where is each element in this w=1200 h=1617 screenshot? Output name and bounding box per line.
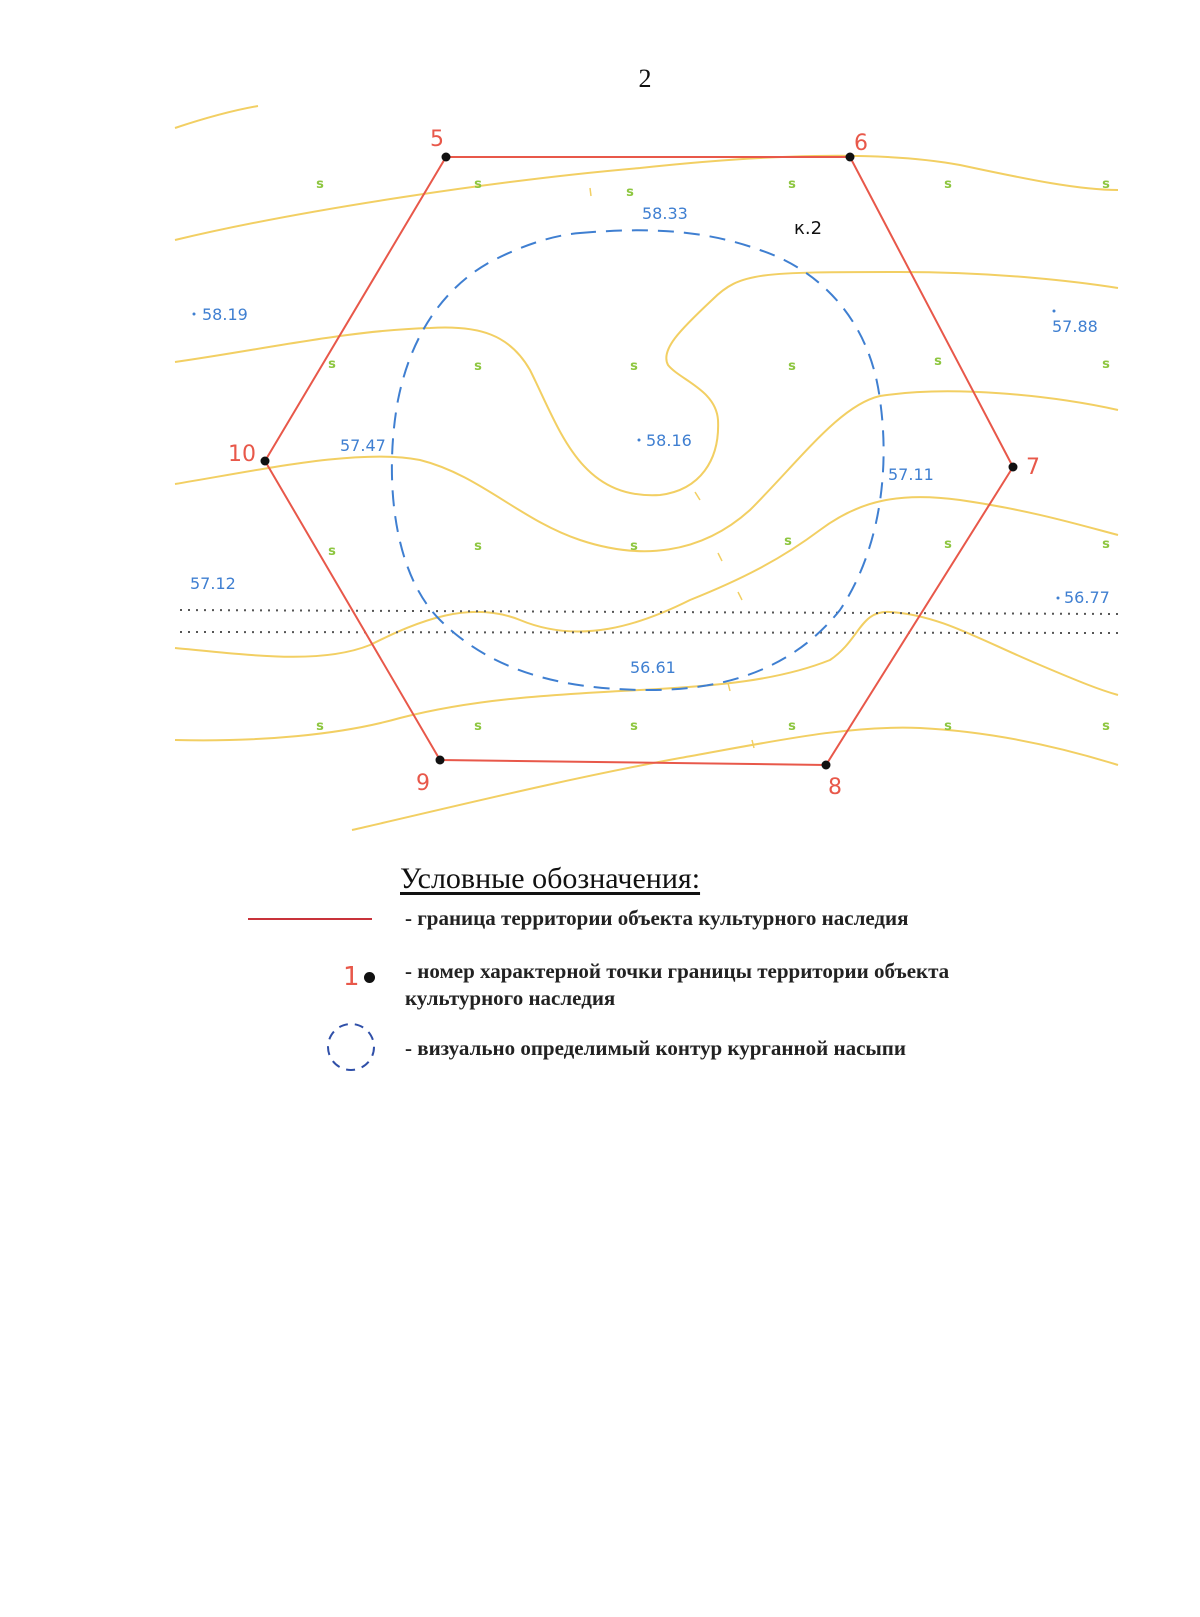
boundary-point-5 [442, 153, 451, 162]
elevation-label: 57.12 [190, 574, 236, 593]
legend-item-mound: - визуально определимый контур курганной насыпи [405, 1036, 906, 1060]
boundary-point-label-9: 9 [416, 771, 430, 796]
boundary-point-label-7: 7 [1026, 455, 1040, 480]
legend-boundary-line-symbol [248, 918, 372, 920]
legend-item-point: - номер характерной точки границы территории объекта культурного наследия [405, 959, 950, 1010]
elevation-label: 56.61 [630, 658, 676, 677]
boundary-point-8 [822, 761, 831, 770]
grass-symbol: s [316, 719, 324, 734]
point-dot-icon [364, 972, 375, 983]
elevation-label: 58.19 [202, 305, 248, 324]
grass-symbol: s [788, 177, 796, 192]
grass-symbol: s [630, 539, 638, 554]
grass-symbol: s [944, 177, 952, 192]
contour-line [175, 391, 1118, 551]
contour-line [175, 106, 258, 128]
boundary-point-label-5: 5 [430, 127, 444, 152]
grass-symbol: s [474, 177, 482, 192]
elevation-label: 56.77 [1064, 588, 1110, 607]
page-number: 2 [638, 64, 652, 93]
grass-symbol: s [1102, 719, 1110, 734]
grass-symbol: s [1102, 357, 1110, 372]
boundary-point-label-10: 10 [228, 442, 256, 467]
dotted-lines [180, 610, 1118, 633]
boundary-point-label-8: 8 [828, 775, 842, 800]
grass-symbol: s [1102, 537, 1110, 552]
elevation-label: 58.16 [646, 431, 692, 450]
grass-symbol: s [316, 177, 324, 192]
legend-point-symbol [343, 962, 375, 992]
grass-symbol: s [934, 354, 942, 369]
legend-title: Условные обозначения: [400, 862, 701, 895]
grass-symbol: s [1102, 177, 1110, 192]
boundary-point-labels [228, 127, 1040, 800]
grass-symbol: s [630, 719, 638, 734]
contour-line [352, 728, 1118, 830]
legend-point-number: 1 [343, 962, 360, 992]
grass-symbol: s [474, 539, 482, 554]
kurgan-label: к.2 [794, 218, 823, 239]
grass-symbol: s [626, 185, 634, 200]
grass-symbol: s [788, 719, 796, 734]
grass-symbol: s [630, 359, 638, 374]
elevation-label: 57.11 [888, 465, 934, 484]
boundary-point-10 [261, 457, 270, 466]
boundary-point-9 [436, 756, 445, 765]
grass-symbol: s [784, 534, 792, 549]
elevation-labels [190, 204, 1110, 677]
elevation-label: 57.88 [1052, 317, 1098, 336]
boundary-point-label-6: 6 [854, 131, 868, 156]
grass-symbol: s [474, 719, 482, 734]
grass-symbol: s [944, 719, 952, 734]
elevation-label: 57.47 [340, 436, 386, 455]
boundary-point-7 [1009, 463, 1018, 472]
contour-line [175, 156, 1118, 240]
grass-symbol: s [328, 357, 336, 372]
elevation-label: 58.33 [642, 204, 688, 223]
grass-symbol: s [474, 359, 482, 374]
dashed-circle-icon [324, 1020, 378, 1074]
grass-symbol: s [788, 359, 796, 374]
grass-symbol: s [944, 537, 952, 552]
grass-symbol: s [328, 544, 336, 559]
legend-item-boundary: - граница территории объекта культурного наследия [405, 906, 909, 930]
elevation-dots [193, 310, 1060, 600]
